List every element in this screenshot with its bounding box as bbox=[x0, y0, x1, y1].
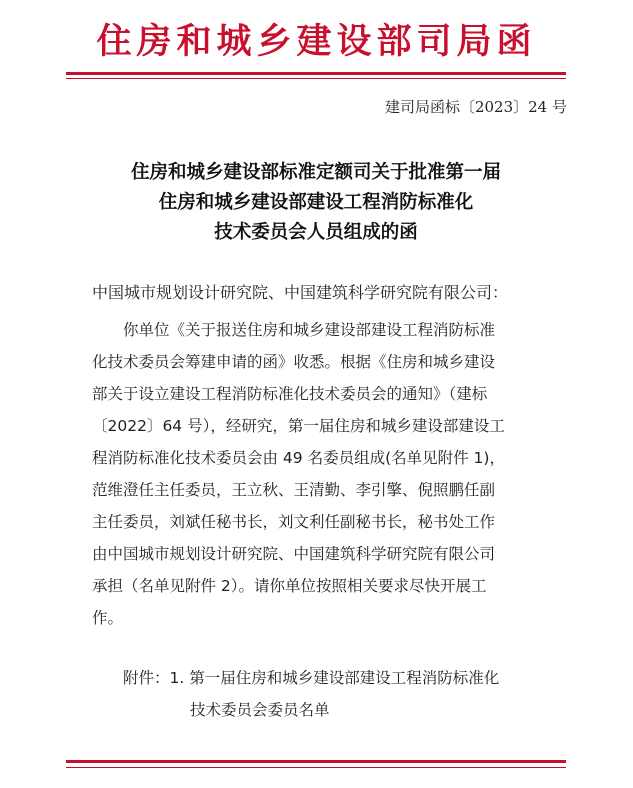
body-line: 〔2022〕64 号），经研究，第一届住房和城乡建设部建设工 bbox=[92, 417, 505, 435]
title-line: 住房和城乡建设部标准定额司关于批准第一届 bbox=[130, 162, 501, 183]
footer-rule-top bbox=[66, 760, 566, 763]
letterhead-rule-bottom bbox=[66, 78, 566, 79]
body-line: 程消防标准化技术委员会由 49 名委员组成(名单见附件 1)， bbox=[92, 449, 505, 467]
letterhead-title: 住房和城乡建设部司局函 bbox=[96, 21, 537, 62]
footer-rule-bottom bbox=[66, 767, 566, 768]
attachment-item: 附件：1. 第一届住房和城乡建设部建设工程消防标准化 bbox=[123, 669, 500, 687]
body-line: 范维澄任主任委员，王立秋、王清勤、李引擎、倪照鹏任副 bbox=[92, 481, 496, 499]
title-line: 技术委员会人员组成的函 bbox=[214, 222, 418, 243]
document-number: 建司局函标〔2023〕24 号 bbox=[384, 98, 567, 116]
body-line: 承担（名单见附件 2）。请你单位按照相关要求尽快开展工 bbox=[92, 577, 487, 595]
body-line: 你单位《关于报送住房和城乡建设部建设工程消防标准 bbox=[123, 321, 496, 339]
title-line: 住房和城乡建设部建设工程消防标准化 bbox=[158, 192, 474, 213]
addressee: 中国城市规划设计研究院、中国建筑科学研究院有限公司： bbox=[92, 283, 509, 302]
body-line: 由中国城市规划设计研究院、中国建筑科学研究院有限公司 bbox=[92, 545, 496, 563]
body-line: 作。 bbox=[92, 609, 124, 627]
attachment-item-continuation: 技术委员会委员名单 bbox=[190, 701, 330, 719]
attachment-list bbox=[92, 662, 499, 726]
letterhead-rule-top bbox=[66, 72, 566, 75]
body-line: 部关于设立建设工程消防标准化技术委员会的通知》（建标 bbox=[92, 385, 488, 403]
document-title bbox=[66, 158, 566, 248]
body-line: 化技术委员会筹建申请的函》收悉。根据《住房和城乡建设 bbox=[92, 353, 496, 371]
letter-body bbox=[92, 314, 542, 634]
body-line: 主任委员，刘斌任秘书长，刘文利任副秘书长，秘书处工作 bbox=[92, 513, 496, 531]
